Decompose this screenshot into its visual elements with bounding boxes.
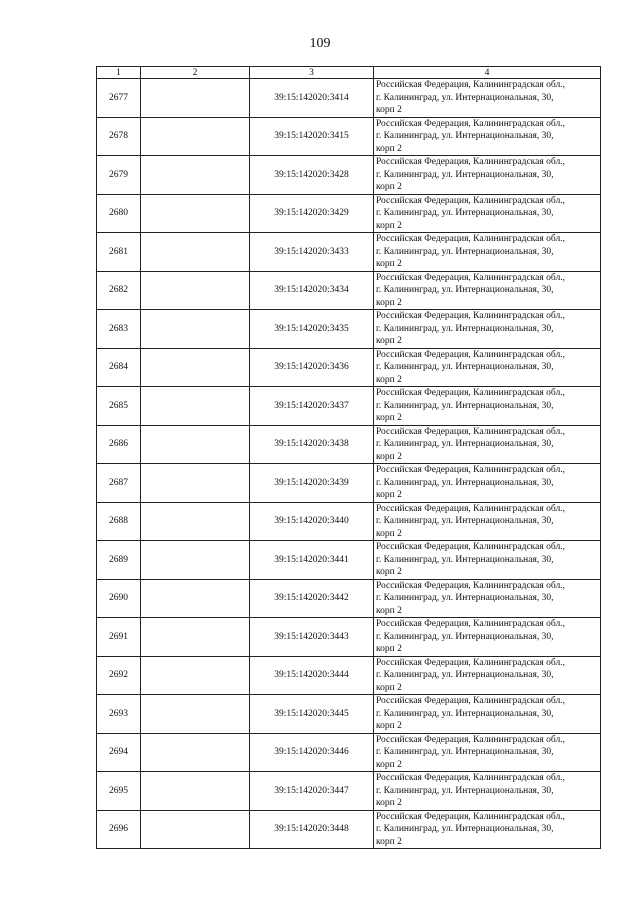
- column-2-cell: [141, 425, 250, 464]
- address-line: г. Калининград, ул. Интернациональная, 30,: [376, 285, 554, 295]
- cadastral-number: 39:15:142020:3441: [250, 541, 374, 580]
- table-row: [97, 695, 601, 734]
- cadastral-number: 39:15:142020:3429: [250, 194, 374, 233]
- column-2-cell: [141, 194, 250, 233]
- column-2-cell: [141, 502, 250, 541]
- cadastral-number: 39:15:142020:3440: [250, 502, 374, 541]
- column-2-cell: [141, 810, 250, 849]
- table-body: [97, 79, 601, 849]
- column-2-cell: [141, 772, 250, 811]
- table-row: [97, 425, 601, 464]
- address-line: Российская Федерация, Калининградская обл.,: [376, 349, 565, 360]
- row-number: 2679: [97, 156, 141, 195]
- address-line: Российская Федерация, Калининградская обл.,: [376, 426, 565, 437]
- column-2-cell: [141, 271, 250, 310]
- cadastral-number: 39:15:142020:3415: [250, 117, 374, 156]
- table-row: [97, 271, 601, 310]
- address-line: корп 2: [376, 605, 402, 616]
- column-2-cell: [141, 579, 250, 618]
- address-line: корп 2: [376, 374, 402, 385]
- column-2-cell: [141, 79, 250, 118]
- cadastral-number: 39:15:142020:3444: [250, 656, 374, 695]
- cadastral-number: 39:15:142020:3438: [250, 425, 374, 464]
- column-2-cell: [141, 117, 250, 156]
- column-2-cell: [141, 156, 250, 195]
- address-line: Российская Федерация, Калининградская обл.,: [376, 503, 565, 514]
- address-line: г. Калининград, ул. Интернациональная, 30,: [376, 246, 554, 257]
- address-cell: [374, 695, 601, 734]
- address-line: г. Калининград, ул. Интернациональная, 30,: [376, 208, 554, 218]
- address-line: корп 2: [376, 798, 402, 808]
- address-line: корп 2: [376, 413, 402, 423]
- address-line: Российская Федерация, Калининградская обл.,: [376, 80, 565, 90]
- address-line: Российская Федерация, Калининградская обл.,: [376, 580, 565, 591]
- table-row: [97, 541, 601, 580]
- address-line: Российская Федерация, Калининградская обл.,: [376, 773, 565, 783]
- table-row: [97, 233, 601, 272]
- address-line: Российская Федерация, Калининградская обл.,: [376, 657, 565, 668]
- address-line: корп 2: [376, 143, 402, 154]
- address-line: корп 2: [376, 336, 402, 346]
- table-row: [97, 117, 601, 156]
- row-number: 2686: [97, 425, 141, 464]
- row-number: 2689: [97, 541, 141, 580]
- row-number: 2693: [97, 695, 141, 734]
- address-line: корп 2: [376, 490, 402, 500]
- address-line: г. Калининград, ул. Интернациональная, 30,: [376, 323, 554, 334]
- address-line: Российская Федерация, Калининградская обл.,: [376, 696, 565, 706]
- row-number: 2691: [97, 618, 141, 657]
- table-row: [97, 618, 601, 657]
- table-header: [97, 67, 601, 79]
- address-cell: [374, 348, 601, 387]
- address-cell: [374, 194, 601, 233]
- address-line: корп 2: [376, 682, 402, 693]
- address-line: г. Калининград, ул. Интернациональная, 30,: [376, 131, 554, 141]
- address-line: корп 2: [376, 182, 402, 192]
- table-row: [97, 79, 601, 118]
- address-line: корп 2: [376, 759, 402, 770]
- table-row: [97, 656, 601, 695]
- table-row: [97, 156, 601, 195]
- address-line: г. Калининград, ул. Интернациональная, 30,: [376, 631, 554, 642]
- cadastral-number: 39:15:142020:3439: [250, 464, 374, 503]
- address-line: г. Калининград, ул. Интернациональная, 30,: [376, 670, 554, 680]
- address-line: корп 2: [376, 721, 402, 731]
- address-line: корп 2: [376, 297, 402, 308]
- column-2-cell: [141, 695, 250, 734]
- address-line: г. Калининград, ул. Интернациональная, 30,: [376, 516, 554, 526]
- row-number: 2694: [97, 733, 141, 772]
- table-row: [97, 387, 601, 426]
- address-line: г. Калининград, ул. Интернациональная, 30,: [376, 747, 554, 757]
- address-line: корп 2: [376, 259, 402, 269]
- cadastral-number: 39:15:142020:3434: [250, 271, 374, 310]
- table-row: [97, 310, 601, 349]
- cadastral-number: 39:15:142020:3447: [250, 772, 374, 811]
- row-number: 2682: [97, 271, 141, 310]
- row-number: 2680: [97, 194, 141, 233]
- address-cell: [374, 618, 601, 657]
- address-line: корп 2: [376, 105, 402, 115]
- address-line: г. Калининград, ул. Интернациональная, 30,: [376, 92, 554, 103]
- column-2-cell: [141, 464, 250, 503]
- column-2-cell: [141, 233, 250, 272]
- table-row: [97, 733, 601, 772]
- address-line: корп 2: [376, 644, 402, 654]
- row-number: 2695: [97, 772, 141, 811]
- row-number: 2685: [97, 387, 141, 426]
- table-row: [97, 464, 601, 503]
- row-number: 2683: [97, 310, 141, 349]
- page-number: 109: [309, 36, 331, 51]
- cadastral-number: 39:15:142020:3445: [250, 695, 374, 734]
- address-cell: [374, 810, 601, 849]
- address-line: Российская Федерация, Калининградская обл.,: [376, 388, 565, 398]
- row-number: 2688: [97, 502, 141, 541]
- address-line: г. Калининград, ул. Интернациональная, 30,: [376, 785, 554, 796]
- header-row: [97, 67, 601, 79]
- address-line: Российская Федерация, Калининградская обл.,: [376, 734, 565, 745]
- column-2-cell: [141, 541, 250, 580]
- address-line: Российская Федерация, Калининградская обл.,: [376, 272, 565, 283]
- column-2-cell: [141, 310, 250, 349]
- header-col-2: 2: [141, 67, 250, 79]
- cadastral-number: 39:15:142020:3442: [250, 579, 374, 618]
- row-number: 2690: [97, 579, 141, 618]
- address-line: г. Калининград, ул. Интернациональная, 30,: [376, 477, 554, 488]
- address-cell: [374, 656, 601, 695]
- address-line: Российская Федерация, Калининградская обл.,: [376, 465, 565, 475]
- cadastral-number: 39:15:142020:3446: [250, 733, 374, 772]
- column-2-cell: [141, 656, 250, 695]
- address-line: Российская Федерация, Калининградская обл.,: [376, 311, 565, 321]
- address-cell: [374, 772, 601, 811]
- address-line: Российская Федерация, Калининградская обл.,: [376, 542, 565, 552]
- address-line: Российская Федерация, Калининградская обл.,: [376, 195, 565, 206]
- register-table: [96, 66, 601, 849]
- address-line: Российская Федерация, Калининградская обл.,: [376, 619, 565, 629]
- cadastral-number: 39:15:142020:3428: [250, 156, 374, 195]
- cadastral-number: 39:15:142020:3443: [250, 618, 374, 657]
- cadastral-number: 39:15:142020:3414: [250, 79, 374, 118]
- row-number: 2677: [97, 79, 141, 118]
- table-row: [97, 348, 601, 387]
- address-line: г. Калининград, ул. Интернациональная, 30,: [376, 708, 554, 719]
- row-number: 2681: [97, 233, 141, 272]
- table-row: [97, 772, 601, 811]
- cadastral-number: 39:15:142020:3448: [250, 810, 374, 849]
- address-line: г. Калининград, ул. Интернациональная, 30,: [376, 439, 554, 449]
- address-cell: [374, 541, 601, 580]
- table-row: [97, 810, 601, 849]
- address-cell: [374, 425, 601, 464]
- address-line: корп 2: [376, 220, 402, 231]
- address-line: корп 2: [376, 567, 402, 577]
- address-line: корп 2: [376, 836, 402, 847]
- table-row: [97, 579, 601, 618]
- address-cell: [374, 156, 601, 195]
- header-col-3: 3: [250, 67, 374, 79]
- cadastral-number: 39:15:142020:3433: [250, 233, 374, 272]
- row-number: 2684: [97, 348, 141, 387]
- address-cell: [374, 464, 601, 503]
- address-line: Российская Федерация, Калининградская обл.,: [376, 234, 565, 244]
- row-number: 2692: [97, 656, 141, 695]
- cadastral-number: 39:15:142020:3437: [250, 387, 374, 426]
- address-cell: [374, 271, 601, 310]
- cadastral-number: 39:15:142020:3436: [250, 348, 374, 387]
- address-line: г. Калининград, ул. Интернациональная, 30,: [376, 400, 554, 411]
- row-number: 2687: [97, 464, 141, 503]
- address-cell: [374, 310, 601, 349]
- address-line: г. Калининград, ул. Интернациональная, 30,: [376, 362, 554, 372]
- table-row: [97, 502, 601, 541]
- column-2-cell: [141, 387, 250, 426]
- address-line: корп 2: [376, 451, 402, 462]
- header-col-4: 4: [374, 67, 601, 79]
- address-line: г. Калининград, ул. Интернациональная, 30,: [376, 554, 554, 565]
- address-line: Российская Федерация, Калининградская обл.,: [376, 811, 565, 822]
- row-number: 2696: [97, 810, 141, 849]
- column-2-cell: [141, 733, 250, 772]
- address-line: Российская Федерация, Калининградская обл.,: [376, 118, 565, 129]
- address-cell: [374, 387, 601, 426]
- cadastral-number: 39:15:142020:3435: [250, 310, 374, 349]
- row-number: 2678: [97, 117, 141, 156]
- column-2-cell: [141, 618, 250, 657]
- address-cell: [374, 502, 601, 541]
- table-row: [97, 194, 601, 233]
- address-cell: [374, 733, 601, 772]
- address-cell: [374, 233, 601, 272]
- address-line: Российская Федерация, Калининградская обл.,: [376, 157, 565, 167]
- header-col-1: 1: [97, 67, 141, 79]
- address-cell: [374, 117, 601, 156]
- address-cell: [374, 79, 601, 118]
- address-line: г. Калининград, ул. Интернациональная, 30,: [376, 824, 554, 834]
- address-line: г. Калининград, ул. Интернациональная, 30,: [376, 593, 554, 603]
- address-cell: [374, 579, 601, 618]
- address-line: корп 2: [376, 528, 402, 539]
- column-2-cell: [141, 348, 250, 387]
- address-line: г. Калининград, ул. Интернациональная, 30,: [376, 169, 554, 180]
